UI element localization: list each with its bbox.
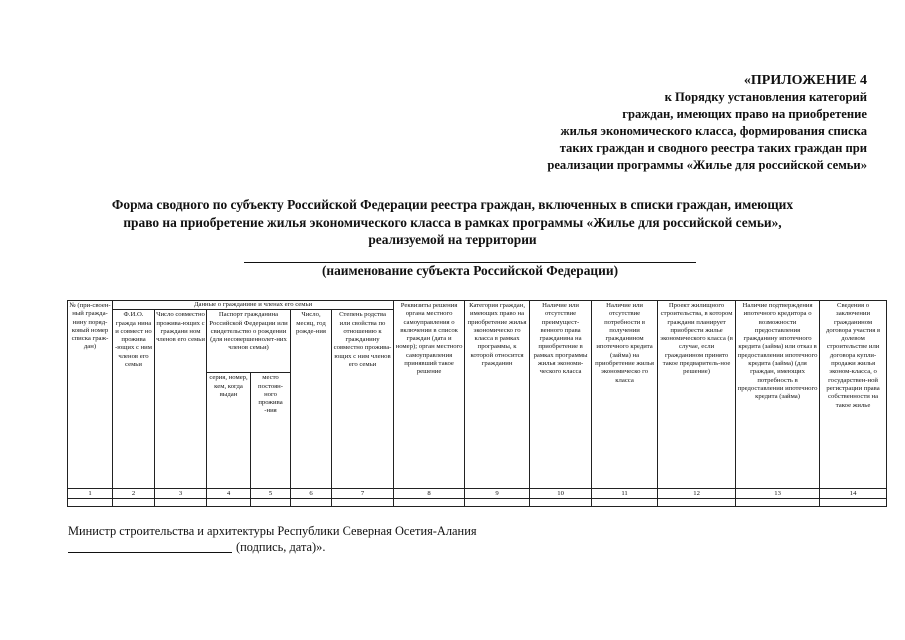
column-number: 3	[155, 489, 207, 499]
column-number: 4	[207, 489, 251, 499]
signature-caption: (подпись, дата)».	[236, 540, 326, 554]
appendix-line: к Порядку установления категорий	[664, 90, 867, 104]
column-number: 6	[291, 489, 332, 499]
header-cell-relation-degree: Степень родства или свойства по отношению к гражданину совместно прожива-ющих с ним членов его семьи	[332, 310, 394, 489]
header-cell-housing-project: Проект жилищного строительства, в котором граждани планирует приобрести жилье экономического класса (в случае, если гражданином принято такое предваритель-ное решение)	[658, 301, 736, 489]
column-number: 1	[68, 489, 113, 499]
column-number: 13	[736, 489, 820, 499]
form-title-line: реализуемой на территории	[368, 232, 537, 247]
form-title	[40, 196, 865, 249]
column-number: 9	[465, 489, 530, 499]
appendix-line: реализации программы «Жилье для российской семьи»	[547, 158, 867, 172]
column-number-row	[68, 489, 887, 499]
header-cell-family-count: Число совместно прожива-ющих с граждани ном членов его семьи	[155, 310, 207, 489]
appendix-line: таких граждан и сводного реестра таких граждан при	[559, 141, 867, 155]
empty-cell	[736, 499, 820, 507]
header-cell-birth-date: Число, месяц, год рожде-ния	[291, 310, 332, 489]
header-cell-full-name: Ф.И.О. гражда нина и совмест но прожива -ющих с ним членов его семьи	[113, 310, 155, 489]
signature-blank-line	[68, 552, 232, 553]
empty-cell	[394, 499, 465, 507]
header-cell-lender-approval: Наличие подтверждения ипотечного кредитора о возможности предоставления гражданину ипотечного кредита (займа) или отказ в предоставлении ипотечного кредита (займа) (для граждан, имеющих потребность в предоставлении ипотечного кредита (займа)	[736, 301, 820, 489]
registry-table	[67, 300, 887, 507]
empty-cell	[291, 499, 332, 507]
column-number: 10	[530, 489, 592, 499]
table-header-row	[68, 301, 887, 310]
appendix-title: «ПРИЛОЖЕНИЕ 4	[743, 73, 867, 88]
header-cell-preemptive-right: Наличие или отсутствие преимущест-венного права гражданина на приобретение в рамках программы жилья экономи-ческого класса	[530, 301, 592, 489]
header-cell-passport-series: серия, номер, кем, когда выдан	[207, 373, 251, 489]
empty-cell	[332, 499, 394, 507]
empty-cell	[155, 499, 207, 507]
header-cell-passport: Паспорт гражданина Российской Федерации или свидетельство о рождении (для несовершеннолет-них членов семьи)	[207, 310, 291, 373]
header-cell-residence: место постоян-ного прожива -ния	[251, 373, 291, 489]
column-number: 14	[820, 489, 887, 499]
empty-cell	[68, 499, 113, 507]
header-cell-number: № (при-своен-ный гражда-нину поряд-ковый номер списка граж-дан)	[68, 301, 113, 489]
minister-title: Министр строительства и архитектуры Республики Северная Осетия-Алания	[68, 524, 477, 538]
column-number: 7	[332, 489, 394, 499]
header-cell-decision: Реквизиты решения органа местного самоуправления о включении в список граждан (дата и номер); орган местного самоуправления принявший такое решение	[394, 301, 465, 489]
column-number: 11	[592, 489, 658, 499]
empty-cell	[592, 499, 658, 507]
appendix-line: жилья экономического класса, формирования списка	[560, 124, 867, 138]
empty-data-row	[68, 499, 887, 507]
header-cell-citizen-data: Данные о гражданине и членах его семьи	[113, 301, 394, 310]
header-cell-contract-info: Сведения о заключении гражданином договора участия в долевом строительстве или договора купли-продажи жилья эконом-класса, о государствен-ной регистрации права собственности на такое жилье	[820, 301, 887, 489]
form-title-line: право на приобретение жилья экономического класса в рамках программы «Жилье для российской семьи»,	[123, 214, 782, 230]
form-title-line: Форма сводного по субъекту Российской Федерации реестра граждан, включенных в списки граждан, имеющих	[111, 197, 794, 212]
column-number: 5	[251, 489, 291, 499]
empty-cell	[530, 499, 592, 507]
header-cell-mortgage-need: Наличие или отсутствие потребности в получении гражданином ипотечного кредита (займа) на приобретение жилья экономическо го класса	[592, 301, 658, 489]
empty-cell	[465, 499, 530, 507]
appendix-header	[307, 72, 867, 174]
empty-cell	[251, 499, 291, 507]
appendix-line: граждан, имеющих право на приобретение	[622, 107, 867, 121]
subject-caption: (наименование субъекта Российской Федерации)	[321, 263, 619, 278]
header-cell-category: Категория граждан, имеющих право на приобретение жилья экономическо го класса в рамках программы, к которой относится гражданин	[465, 301, 530, 489]
column-number: 2	[113, 489, 155, 499]
empty-cell	[207, 499, 251, 507]
column-number: 8	[394, 489, 465, 499]
empty-cell	[658, 499, 736, 507]
empty-cell	[820, 499, 887, 507]
column-number: 12	[658, 489, 736, 499]
empty-cell	[113, 499, 155, 507]
